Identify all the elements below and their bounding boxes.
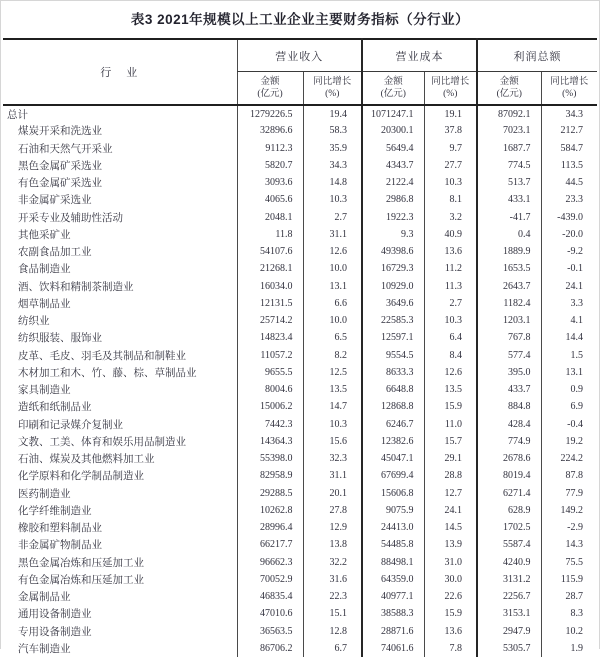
revenue-growth-cell: 10.0 (303, 312, 362, 329)
revenue-growth-cell: 13.1 (303, 278, 362, 295)
revenue-growth-cell: 12.5 (303, 364, 362, 381)
cost-amount-cell: 22585.3 (362, 312, 424, 329)
cost-amount-cell: 45047.1 (362, 450, 424, 467)
revenue-growth-cell: 10.0 (303, 260, 362, 277)
profit-amount-cell: 2256.7 (477, 588, 541, 605)
table-row (3, 122, 597, 139)
page-title: 表3 2021年规模以上工业企业主要财务指标（分行业） (130, 12, 470, 27)
profit-growth-cell: 14.3 (541, 536, 597, 553)
column-header-industry: 行 业 (3, 39, 237, 105)
revenue-growth-cell: 31.6 (303, 571, 362, 588)
profit-amount-cell: -41.7 (477, 209, 541, 226)
table-row (3, 209, 597, 226)
cost-growth-cell: 2.7 (424, 295, 477, 312)
revenue-amount-cell: 16034.0 (237, 278, 303, 295)
profit-amount-cell: 767.8 (477, 329, 541, 346)
sub-header-line: 金额 (499, 76, 519, 87)
revenue-amount-cell: 66217.7 (237, 536, 303, 553)
table-row (3, 260, 597, 277)
cost-amount-cell: 49398.6 (362, 243, 424, 260)
profit-amount-cell: 5587.4 (477, 536, 541, 553)
column-header-revenue-growth (303, 72, 362, 106)
profit-amount-cell: 8019.4 (477, 467, 541, 484)
cost-growth-cell: 11.0 (424, 416, 477, 433)
industry-name: 专用设备制造业 (18, 626, 92, 638)
profit-growth-cell: -0.1 (541, 260, 597, 277)
profit-amount-cell: 4240.9 (477, 554, 541, 571)
table-row (3, 571, 597, 588)
revenue-growth-cell: 8.2 (303, 347, 362, 364)
revenue-amount-cell: 11.8 (237, 226, 303, 243)
profit-amount-cell: 0.4 (477, 226, 541, 243)
revenue-amount-cell: 14364.3 (237, 433, 303, 450)
industry-name: 印刷和记录媒介复制业 (18, 419, 123, 431)
revenue-amount-cell: 7442.3 (237, 416, 303, 433)
revenue-amount-cell: 96662.3 (237, 554, 303, 571)
profit-growth-cell: 44.5 (541, 174, 597, 191)
cost-amount-cell: 3649.6 (362, 295, 424, 312)
revenue-growth-cell: 6.5 (303, 329, 362, 346)
revenue-amount-cell: 5820.7 (237, 157, 303, 174)
sub-header-line: (%) (562, 89, 577, 99)
cost-amount-cell: 9075.9 (362, 502, 424, 519)
cost-growth-cell: 13.6 (424, 243, 477, 260)
revenue-growth-cell: 58.3 (303, 122, 362, 139)
cost-amount-cell: 12868.8 (362, 398, 424, 415)
industry-name: 有色金属冶炼和压延加工业 (18, 574, 144, 586)
cost-amount-cell: 9.3 (362, 226, 424, 243)
industry-name: 木材加工和木、竹、藤、棕、草制品业 (18, 367, 197, 379)
sub-header-line: 同比增长 (313, 76, 352, 87)
sub-header-line: 金额 (260, 76, 280, 87)
profit-growth-cell: 77.9 (541, 485, 597, 502)
profit-growth-cell: 13.1 (541, 364, 597, 381)
industry-name: 石油、煤炭及其他燃料加工业 (18, 454, 155, 466)
revenue-amount-cell: 25714.2 (237, 312, 303, 329)
profit-amount-cell: 87092.1 (477, 105, 541, 122)
cost-growth-cell: 11.3 (424, 278, 477, 295)
profit-growth-cell: 115.9 (541, 571, 597, 588)
cost-amount-cell: 38588.3 (362, 605, 424, 622)
industry-name: 汽车制造业 (18, 643, 71, 655)
cost-growth-cell: 8.4 (424, 347, 477, 364)
table-row (3, 174, 597, 191)
industry-name: 开采专业及辅助性活动 (18, 212, 123, 224)
industry-name: 农副食品加工业 (18, 247, 92, 259)
revenue-growth-cell: 22.3 (303, 588, 362, 605)
revenue-growth-cell: 12.9 (303, 519, 362, 536)
cost-amount-cell: 16729.3 (362, 260, 424, 277)
industry-name: 纺织业 (18, 316, 50, 328)
cost-growth-cell: 22.6 (424, 588, 477, 605)
industry-name: 造纸和纸制品业 (18, 402, 92, 414)
column-header-profit-growth (541, 72, 597, 106)
revenue-growth-cell: 31.1 (303, 226, 362, 243)
column-header-profit-amount (477, 72, 541, 106)
column-header-cost-growth (424, 72, 477, 106)
profit-growth-cell: -9.2 (541, 243, 597, 260)
industry-name: 其他采矿业 (18, 229, 71, 241)
column-header-cost-amount (362, 72, 424, 106)
sub-header-line: (亿元) (496, 89, 522, 99)
revenue-amount-cell: 1279226.5 (237, 105, 303, 122)
cost-growth-cell: 15.7 (424, 433, 477, 450)
cost-growth-cell: 13.9 (424, 536, 477, 553)
cost-amount-cell: 2122.4 (362, 174, 424, 191)
revenue-growth-cell: 34.3 (303, 157, 362, 174)
cost-growth-cell: 12.6 (424, 364, 477, 381)
table-row (3, 140, 597, 157)
cost-growth-cell: 8.1 (424, 191, 477, 208)
revenue-growth-cell: 14.8 (303, 174, 362, 191)
revenue-amount-cell: 28996.4 (237, 519, 303, 536)
profit-growth-cell: 8.3 (541, 605, 597, 622)
profit-amount-cell: 1653.5 (477, 260, 541, 277)
cost-amount-cell: 6246.7 (362, 416, 424, 433)
cost-growth-cell: 30.0 (424, 571, 477, 588)
cost-growth-cell: 7.8 (424, 640, 477, 657)
industry-name: 酒、饮料和精制茶制造业 (18, 281, 134, 293)
revenue-amount-cell: 3093.6 (237, 174, 303, 191)
profit-growth-cell: -20.0 (541, 226, 597, 243)
table-row (3, 364, 597, 381)
revenue-amount-cell: 4065.6 (237, 191, 303, 208)
industry-name: 文教、工美、体育和娱乐用品制造业 (18, 436, 186, 448)
revenue-growth-cell: 2.7 (303, 209, 362, 226)
industry-name: 医药制造业 (18, 488, 71, 500)
profit-amount-cell: 433.1 (477, 191, 541, 208)
revenue-amount-cell: 29288.5 (237, 485, 303, 502)
cost-growth-cell: 31.0 (424, 554, 477, 571)
cost-amount-cell: 24413.0 (362, 519, 424, 536)
revenue-amount-cell: 2048.1 (237, 209, 303, 226)
sub-header-line: (亿元) (257, 89, 283, 99)
cost-growth-cell: 15.9 (424, 605, 477, 622)
cost-amount-cell: 40977.1 (362, 588, 424, 605)
revenue-amount-cell: 21268.1 (237, 260, 303, 277)
table-row (3, 278, 597, 295)
column-header-revenue-amount (237, 72, 303, 106)
cost-amount-cell: 10929.0 (362, 278, 424, 295)
table-row (3, 416, 597, 433)
revenue-growth-cell: 14.7 (303, 398, 362, 415)
profit-growth-cell: -0.4 (541, 416, 597, 433)
table-row (3, 450, 597, 467)
revenue-growth-cell: 6.6 (303, 295, 362, 312)
revenue-amount-cell: 54107.6 (237, 243, 303, 260)
table-row (3, 588, 597, 605)
industry-name: 家具制造业 (18, 385, 71, 397)
profit-growth-cell: -439.0 (541, 209, 597, 226)
cost-growth-cell: 10.3 (424, 174, 477, 191)
revenue-amount-cell: 47010.6 (237, 605, 303, 622)
cost-amount-cell: 67699.4 (362, 467, 424, 484)
cost-amount-cell: 2986.8 (362, 191, 424, 208)
profit-amount-cell: 884.8 (477, 398, 541, 415)
cost-growth-cell: 11.2 (424, 260, 477, 277)
revenue-growth-cell: 6.7 (303, 640, 362, 657)
industry-name: 黑色金属冶炼和压延加工业 (18, 557, 144, 569)
revenue-growth-cell: 32.3 (303, 450, 362, 467)
profit-amount-cell: 1889.9 (477, 243, 541, 260)
profit-growth-cell: 1.9 (541, 640, 597, 657)
revenue-amount-cell: 15006.2 (237, 398, 303, 415)
profit-growth-cell: 4.1 (541, 312, 597, 329)
cost-growth-cell: 14.5 (424, 519, 477, 536)
table-row (3, 640, 597, 657)
revenue-amount-cell: 55398.0 (237, 450, 303, 467)
cost-growth-cell: 37.8 (424, 122, 477, 139)
table-row (3, 312, 597, 329)
revenue-amount-cell: 9655.5 (237, 364, 303, 381)
profit-growth-cell: 6.9 (541, 398, 597, 415)
cost-growth-cell: 9.7 (424, 140, 477, 157)
sub-header-line: (%) (443, 89, 458, 99)
cost-amount-cell: 8633.3 (362, 364, 424, 381)
profit-amount-cell: 5305.7 (477, 640, 541, 657)
table-row (3, 605, 597, 622)
table-row (3, 485, 597, 502)
cost-amount-cell: 4343.7 (362, 157, 424, 174)
industry-name: 金属制品业 (18, 592, 71, 604)
profit-growth-cell: 0.9 (541, 381, 597, 398)
column-group-total-profit: 利润总额 (477, 39, 597, 72)
revenue-growth-cell: 13.8 (303, 536, 362, 553)
revenue-amount-cell: 32896.6 (237, 122, 303, 139)
table-title-wrap (1, 1, 599, 38)
table-row (3, 157, 597, 174)
cost-amount-cell: 12597.1 (362, 329, 424, 346)
profit-amount-cell: 2643.7 (477, 278, 541, 295)
revenue-growth-cell: 12.6 (303, 243, 362, 260)
revenue-growth-cell: 10.3 (303, 191, 362, 208)
revenue-growth-cell: 35.9 (303, 140, 362, 157)
profit-amount-cell: 428.4 (477, 416, 541, 433)
cost-amount-cell: 74061.6 (362, 640, 424, 657)
cost-growth-cell: 10.3 (424, 312, 477, 329)
revenue-amount-cell: 36563.5 (237, 623, 303, 640)
profit-growth-cell: 24.1 (541, 278, 597, 295)
table-row (3, 105, 597, 122)
profit-growth-cell: 87.8 (541, 467, 597, 484)
profit-amount-cell: 1687.7 (477, 140, 541, 157)
revenue-growth-cell: 15.6 (303, 433, 362, 450)
revenue-amount-cell: 82958.9 (237, 467, 303, 484)
profit-amount-cell: 577.4 (477, 347, 541, 364)
industry-name: 化学原料和化学制品制造业 (18, 471, 144, 483)
table-row (3, 295, 597, 312)
revenue-amount-cell: 10262.8 (237, 502, 303, 519)
table-row (3, 191, 597, 208)
industry-name: 有色金属矿采选业 (18, 178, 102, 190)
industry-name: 橡胶和塑料制品业 (18, 523, 102, 535)
table-row (3, 398, 597, 415)
industry-name: 非金属矿物制品业 (18, 540, 102, 552)
cost-amount-cell: 20300.1 (362, 122, 424, 139)
profit-amount-cell: 3153.1 (477, 605, 541, 622)
column-group-operating-revenue: 营业收入 (237, 39, 362, 72)
cost-amount-cell: 12382.6 (362, 433, 424, 450)
cost-amount-cell: 15606.8 (362, 485, 424, 502)
table-row (3, 243, 597, 260)
profit-growth-cell: 3.3 (541, 295, 597, 312)
profit-amount-cell: 2947.9 (477, 623, 541, 640)
revenue-amount-cell: 70052.9 (237, 571, 303, 588)
table-row (3, 502, 597, 519)
industry-name: 烟草制品业 (18, 298, 71, 310)
profit-growth-cell: 10.2 (541, 623, 597, 640)
financial-indicators-table (3, 38, 597, 657)
revenue-growth-cell: 10.3 (303, 416, 362, 433)
industry-name: 化学纤维制造业 (18, 505, 92, 517)
profit-growth-cell: 34.3 (541, 105, 597, 122)
profit-growth-cell: 224.2 (541, 450, 597, 467)
profit-amount-cell: 513.7 (477, 174, 541, 191)
profit-amount-cell: 1182.4 (477, 295, 541, 312)
table-row (3, 347, 597, 364)
profit-growth-cell: 23.3 (541, 191, 597, 208)
cost-growth-cell: 40.9 (424, 226, 477, 243)
profit-amount-cell: 395.0 (477, 364, 541, 381)
cost-amount-cell: 28871.6 (362, 623, 424, 640)
cost-growth-cell: 24.1 (424, 502, 477, 519)
profit-amount-cell: 628.9 (477, 502, 541, 519)
revenue-growth-cell: 20.1 (303, 485, 362, 502)
profit-amount-cell: 2678.6 (477, 450, 541, 467)
cost-growth-cell: 13.5 (424, 381, 477, 398)
profit-amount-cell: 1702.5 (477, 519, 541, 536)
revenue-growth-cell: 12.8 (303, 623, 362, 640)
industry-name: 非金属矿采选业 (18, 195, 92, 207)
table-row (3, 554, 597, 571)
revenue-amount-cell: 86706.2 (237, 640, 303, 657)
cost-growth-cell: 15.9 (424, 398, 477, 415)
revenue-growth-cell: 32.2 (303, 554, 362, 571)
cost-growth-cell: 12.7 (424, 485, 477, 502)
industry-name: 石油和天然气开采业 (18, 143, 113, 155)
table-row (3, 433, 597, 450)
profit-amount-cell: 1203.1 (477, 312, 541, 329)
profit-amount-cell: 774.5 (477, 157, 541, 174)
profit-amount-cell: 6271.4 (477, 485, 541, 502)
profit-growth-cell: 19.2 (541, 433, 597, 450)
cost-amount-cell: 5649.4 (362, 140, 424, 157)
industry-name: 煤炭开采和洗选业 (18, 126, 102, 138)
table-row (3, 536, 597, 553)
table-row (3, 226, 597, 243)
table-row (3, 381, 597, 398)
profit-growth-cell: 113.5 (541, 157, 597, 174)
cost-amount-cell: 88498.1 (362, 554, 424, 571)
profit-amount-cell: 774.9 (477, 433, 541, 450)
revenue-growth-cell: 27.8 (303, 502, 362, 519)
revenue-amount-cell: 8004.6 (237, 381, 303, 398)
revenue-growth-cell: 31.1 (303, 467, 362, 484)
cost-amount-cell: 54485.8 (362, 536, 424, 553)
profit-growth-cell: 149.2 (541, 502, 597, 519)
profit-amount-cell: 7023.1 (477, 122, 541, 139)
cost-growth-cell: 3.2 (424, 209, 477, 226)
profit-growth-cell: 1.5 (541, 347, 597, 364)
revenue-growth-cell: 15.1 (303, 605, 362, 622)
cost-growth-cell: 28.8 (424, 467, 477, 484)
column-group-operating-cost: 营业成本 (362, 39, 477, 72)
revenue-amount-cell: 14823.4 (237, 329, 303, 346)
profit-growth-cell: 75.5 (541, 554, 597, 571)
industry-name: 总计 (7, 109, 28, 121)
profit-growth-cell: 14.4 (541, 329, 597, 346)
cost-growth-cell: 6.4 (424, 329, 477, 346)
cost-amount-cell: 6648.8 (362, 381, 424, 398)
industry-name: 通用设备制造业 (18, 609, 92, 621)
profit-amount-cell: 433.7 (477, 381, 541, 398)
industry-name: 纺织服装、服饰业 (18, 333, 102, 345)
revenue-amount-cell: 12131.5 (237, 295, 303, 312)
table-row (3, 623, 597, 640)
profit-amount-cell: 3131.2 (477, 571, 541, 588)
cost-amount-cell: 9554.5 (362, 347, 424, 364)
revenue-amount-cell: 11057.2 (237, 347, 303, 364)
table-row (3, 467, 597, 484)
cost-growth-cell: 19.1 (424, 105, 477, 122)
cost-growth-cell: 13.6 (424, 623, 477, 640)
profit-growth-cell: -2.9 (541, 519, 597, 536)
table-row (3, 519, 597, 536)
header-group-row (3, 39, 597, 72)
cost-amount-cell: 1922.3 (362, 209, 424, 226)
revenue-amount-cell: 46835.4 (237, 588, 303, 605)
profit-growth-cell: 584.7 (541, 140, 597, 157)
sub-header-line: 同比增长 (431, 76, 470, 87)
revenue-amount-cell: 9112.3 (237, 140, 303, 157)
sub-header-line: 金额 (383, 76, 403, 87)
revenue-growth-cell: 19.4 (303, 105, 362, 122)
cost-growth-cell: 29.1 (424, 450, 477, 467)
revenue-growth-cell: 13.5 (303, 381, 362, 398)
industry-name: 食品制造业 (18, 264, 71, 276)
table-row (3, 329, 597, 346)
cost-growth-cell: 27.7 (424, 157, 477, 174)
cost-amount-cell: 1071247.1 (362, 105, 424, 122)
profit-growth-cell: 212.7 (541, 122, 597, 139)
profit-growth-cell: 28.7 (541, 588, 597, 605)
sub-header-line: 同比增长 (550, 76, 589, 87)
sub-header-line: (%) (325, 89, 340, 99)
sub-header-line: (亿元) (380, 89, 406, 99)
industry-name: 皮革、毛皮、羽毛及其制品和制鞋业 (18, 350, 186, 362)
industry-name: 黑色金属矿采选业 (18, 160, 102, 172)
cost-amount-cell: 64359.0 (362, 571, 424, 588)
